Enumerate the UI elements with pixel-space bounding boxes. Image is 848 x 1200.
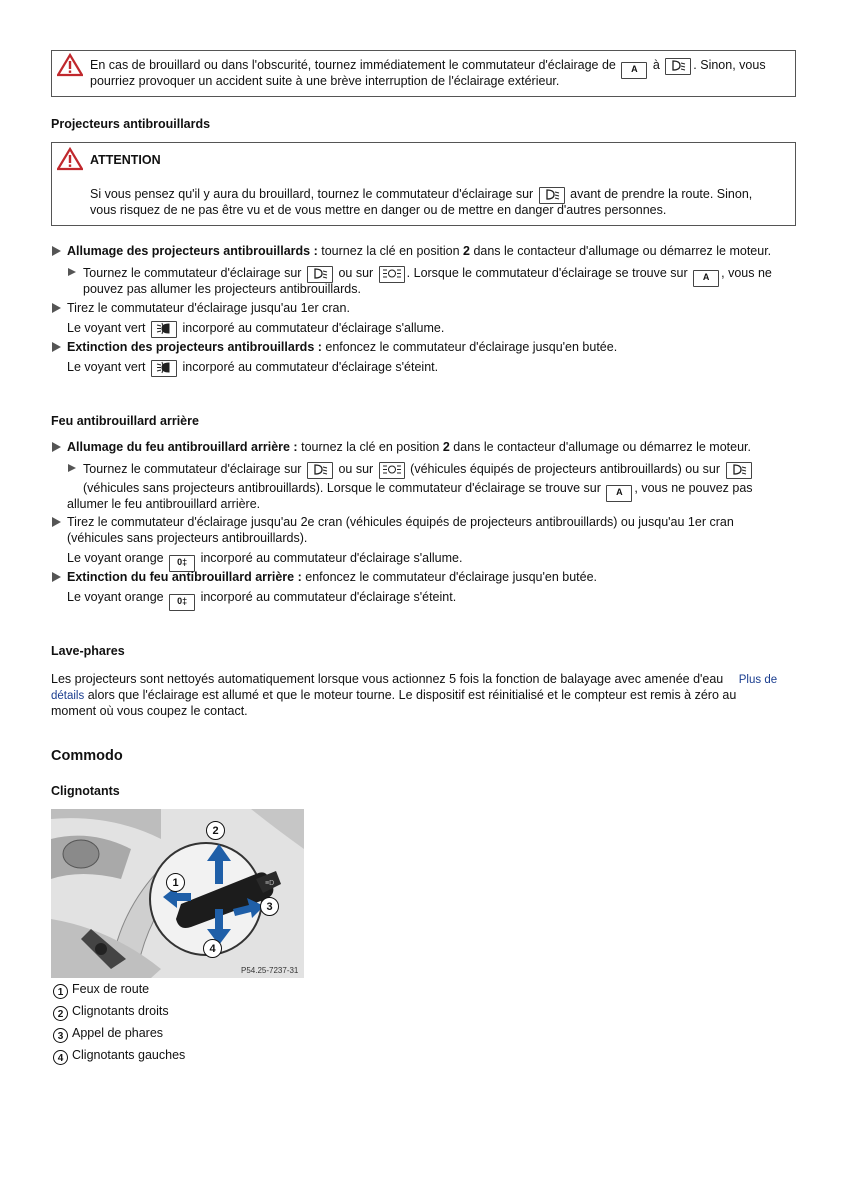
bullet-arrow-icon [52, 442, 61, 452]
low-beam-icon [307, 462, 333, 479]
step-front-2: Tirez le commutateur d'éclairage jusqu'au 1er cran. [67, 301, 350, 315]
callout-2: 2 [206, 821, 225, 840]
legend-number: 2 [53, 1006, 68, 1021]
sub-bullet-arrow-icon [68, 268, 76, 276]
callout-4: 4 [203, 939, 222, 958]
parking-light-icon [379, 462, 405, 479]
legend-item: 1 Feux de route [53, 981, 149, 999]
figure-code: P54.25-7237-31 [241, 966, 299, 975]
step-rear-3: Extinction du feu antibrouillard arrière : enfoncez le commutateur d'éclairage jusqu'en butée. [67, 570, 598, 584]
washer-line1: Les projecteurs sont nettoyés automatiquement lorsque vous actionnez 5 fois la fonction de balayage avec amenée d'eau Plus de [51, 672, 778, 686]
auto-icon: A [693, 270, 719, 287]
step-rear-2: Tirez le commutateur d'éclairage jusqu'au 2e cran (véhicules équipés de projecteurs antibrouillards) ou jusqu'au 1er cran [67, 515, 734, 529]
washer-line2: détails alors que l'éclairage est allumé et que le moteur tourne. Le dispositif est réinitialisé et le compteur est remis à zéro au [51, 688, 737, 702]
low-beam-icon [726, 462, 752, 479]
sub-step-front-1-line2: pouvez pas allumer les projecteurs antibrouillards. [83, 282, 361, 296]
auto-icon: A [621, 62, 647, 79]
section-heading-washer: Lave-phares [51, 644, 125, 658]
step-front-3: Extinction des projecteurs antibrouillards : enfoncez le commutateur d'éclairage jusqu'en butée. [67, 340, 618, 354]
callout-3: 3 [260, 897, 279, 916]
warning-triangle-icon [57, 53, 83, 77]
legend-number: 1 [53, 984, 68, 999]
sub-step-rear-1-line2: (véhicules sans projecteurs antibrouillards). Lorsque le commutateur d'éclairage se trouve sur A , vous ne pouvez pas [83, 480, 753, 502]
legend-number: 4 [53, 1050, 68, 1065]
legend-item: 2 Clignotants droits [53, 1003, 169, 1021]
more-details-link[interactable]: Plus de [738, 674, 778, 686]
step-front-3-note: Le voyant vert incorporé au commutateur d'éclairage s'éteint. [67, 359, 438, 377]
warning-text-line2: pourriez provoquer un accident suite à une brève interruption de l'éclairage extérieur. [90, 74, 560, 88]
attention-line1: Si vous pensez qu'il y aura du brouillard, tournez le commutateur d'éclairage sur avant de prendre la route. Sinon, [90, 186, 752, 204]
legend-item: 3 Appel de phares [53, 1025, 163, 1043]
section-heading-fog-rear: Feu antibrouillard arrière [51, 414, 199, 428]
svg-text:≡D: ≡D [265, 880, 275, 887]
parking-light-icon [379, 266, 405, 283]
step-front-2-note: Le voyant vert incorporé au commutateur d'éclairage s'allume. [67, 320, 444, 338]
low-beam-icon [665, 58, 691, 75]
stalk-illustration [51, 809, 304, 978]
step-front-1: Allumage des projecteurs antibrouillards : tournez la clé en position 2 dans le contacteur d'allumage ou démarrez le moteur. [67, 244, 772, 258]
bullet-arrow-icon [52, 246, 61, 256]
sub-step-rear-1-line3: allumer le feu antibrouillard arrière. [67, 497, 261, 511]
rear-fog-light-icon: 0‡ [169, 594, 195, 611]
washer-line3: moment où vous coupez le contact. [51, 704, 248, 718]
legend-number: 3 [53, 1028, 68, 1043]
steering-column-drawing [51, 809, 304, 978]
step-rear-3-note: Le voyant orange 0‡ incorporé au commutateur d'éclairage s'éteint. [67, 589, 456, 611]
sub-step-rear-1: Tournez le commutateur d'éclairage sur ou sur (véhicules équipés de projecteurs antibrouillards) ou sur [83, 461, 754, 479]
bullet-arrow-icon [52, 517, 61, 527]
step-rear-2-line2: (véhicules sans projecteurs antibrouillards). [67, 531, 308, 545]
legend-item: 4 Clignotants gauches [53, 1047, 185, 1065]
more-details-link[interactable]: détails [51, 690, 85, 702]
sub-step-front-1: Tournez le commutateur d'éclairage sur ou sur . Lorsque le commutateur d'éclairage se trouve sur A , vous ne [83, 265, 772, 287]
attention-line2: vous risquez de ne pas être vu et de vous mettre en danger ou de mettre en danger d'autres personnes. [90, 203, 667, 217]
attention-title: ATTENTION [90, 153, 161, 167]
subheading-turn-signals: Clignotants [51, 784, 120, 798]
fog-light-icon [151, 321, 177, 338]
step-rear-2-note: Le voyant orange 0‡ incorporé au commutateur d'éclairage s'allume. [67, 550, 462, 572]
sub-bullet-arrow-icon [68, 464, 76, 472]
bullet-arrow-icon [52, 303, 61, 313]
callout-1: 1 [166, 873, 185, 892]
bullet-arrow-icon [52, 342, 61, 352]
bullet-arrow-icon [52, 572, 61, 582]
step-rear-1: Allumage du feu antibrouillard arrière : tournez la clé en position 2 dans le contacteur d'allumage ou démarrez le moteur. [67, 440, 751, 454]
rear-fog-light-icon: 0‡ [169, 555, 195, 572]
section-heading-fog-front: Projecteurs antibrouillards [51, 117, 211, 131]
fog-light-icon [151, 360, 177, 377]
warning-text-line1: En cas de brouillard ou dans l'obscurité, tournez immédiatement le commutateur d'éclairage de A à . Sinon, vous [90, 57, 766, 79]
auto-icon: A [606, 485, 632, 502]
section-heading-commodo: Commodo [51, 748, 123, 764]
warning-triangle-icon [57, 147, 83, 171]
